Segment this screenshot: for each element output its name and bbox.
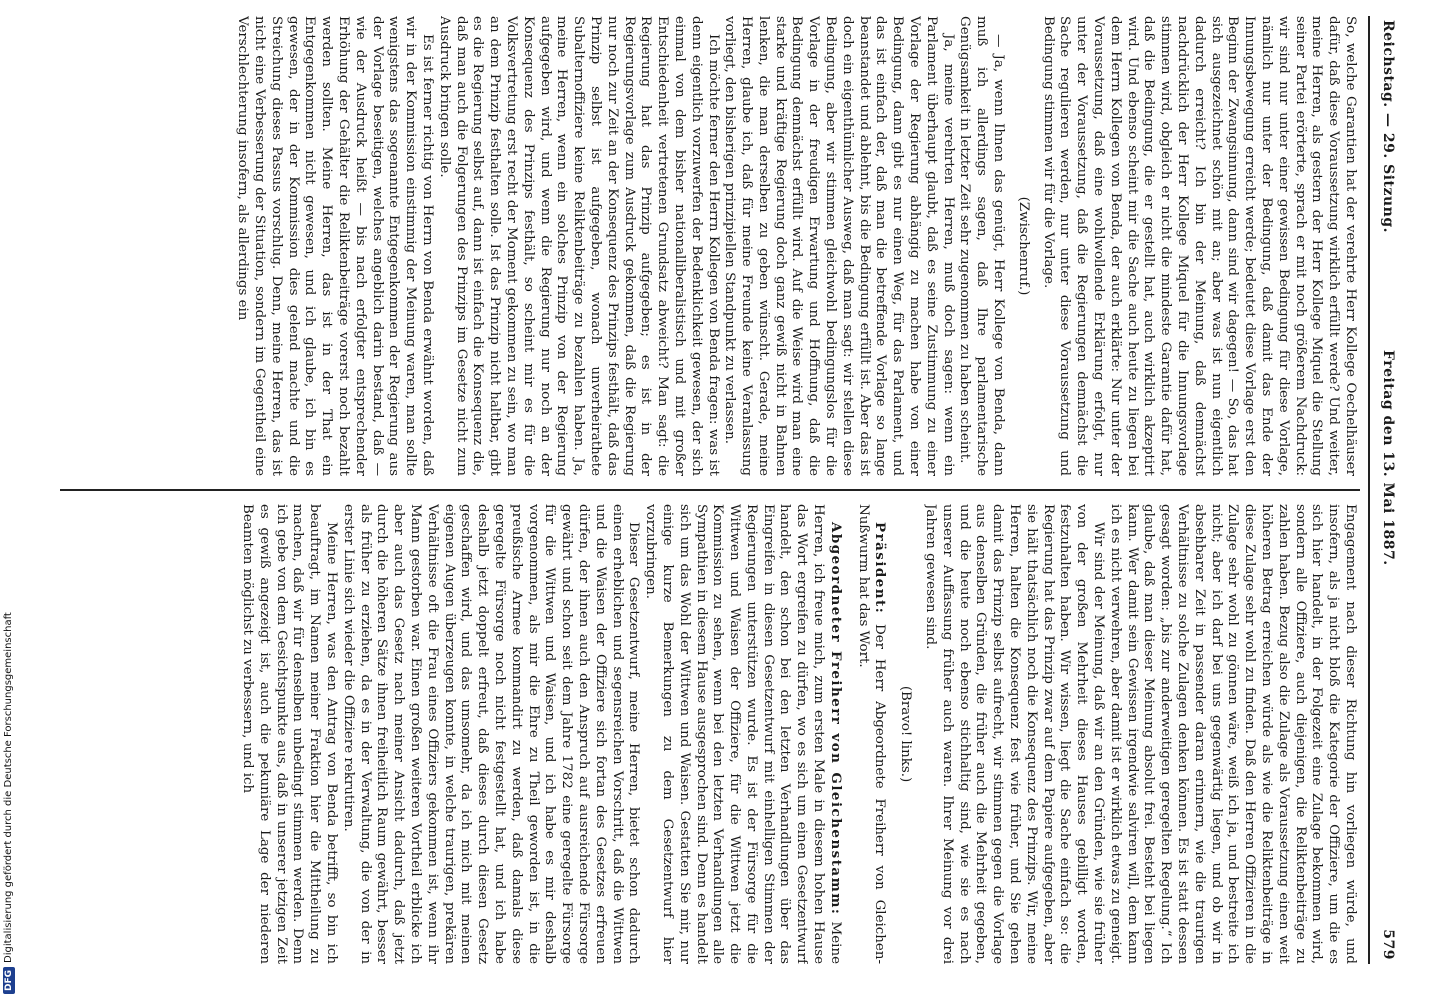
digitization-credit-label: Digitalisierung gefördert durch die Deutsche Forschungsgemeinschaft [3, 612, 14, 963]
running-head [1370, 20, 1396, 960]
paragraph: Wir sind der Meinung, daß wir an den Gründen, wie sie früher von der großen Mehrheit dieses Hauses gebilligt worden, festzuhalten haben. Wir wissen, liegt die Sache einfach so: die Regierung hat das Prinzip zwar auf dem Papiere aufgegeben, aber sie hält thatsächlich noch die Konsequenz des Prinzips. Wir, meine Herren, halten die Konsequenz fest wie früher, und Sie gehen damit das Prinzip selbst aufrecht, wir stimmen gegen die Vorlage aus denselben Gründen, die früher auch die Mehrheit gegeben, und die heute noch ebenso stichhaltig sind, wie sie es nach unserer Auffassung früher auch waren. Ihrer Meinung vor drei Jahren gewesen sind. [923, 504, 1107, 964]
page-number: 579 [1380, 929, 1396, 960]
speaker-label: Abgeordneter Freiherr von Gleichenstamm: [827, 522, 844, 916]
speaker-paragraph [641, 504, 844, 964]
column-divider [60, 489, 1360, 491]
speaker-text: Der Herr Abgeordnete Freiherr von Gleichen-Nußwurm hat das Wort. [855, 504, 888, 964]
rotated-page-content [44, 0, 1404, 980]
left-column [58, 16, 1358, 476]
spacer [844, 504, 854, 964]
running-head-session: Reichstag. — 29. Sitzung. [1380, 20, 1396, 233]
dfg-logo-icon: DFG [3, 967, 15, 994]
digitization-credit [0, 0, 16, 1000]
running-head-date: Freitag den 13. Mai 1887. [1380, 350, 1396, 566]
paragraph: Ja, meine verehrten Herren, muß doch sagen: wenn ein Parlament überhaupt glaubt, daß es seine Zustimmung zu einer Vorlage der Regierung abhängig zu machen habe von einer Bedingung, dann gibt es nur einen Weg, für das Parlament, und das ist einfach der, daß man die betreffende Vorlage so lange beanstandet und ablehnt, bis die Bedingung erfüllt ist. Aber das ist doch ein eigenthümlicher Ausweg, daß man sagt: wir stellen diese Bedingung, aber wir stimmen gleichwohl bedingungslos für die Vorlage in der freudigen Erwartung und Hoffnung, daß die Bedingung demnächst erfüllt wird. Auf die Weise wird man eine starke und kräftige Regierung doch ganz gewiß nicht in Bahnen lenken, die man derselben zu geben wünscht. Gerade, meine Herren, glaube ich, daß für meine Freunde keine Veranlassung vorliegt, den bisherigen prinzipiellen Standpunkt zu verlassen. [722, 16, 956, 476]
header-rule [1368, 16, 1370, 964]
paragraph: So, welche Garantien hat der verehrte Herr Kollege Oechelhäuser dafür, daß diese Voraussetzung wirklich erfüllt werde? Und weiter, meine Herren, als gestern der Herr Kollege Miquel die Stellung seiner Partei erörterte, sprach er mit noch größerem Nachdruck: wir sind nur unter einer gewissen Bedingung für diese Vorlage, nämlich nur unter der Bedingung, daß damit das Ende der Innungsbewegung erreicht werde; bedeutet diese Vorlage erst den Beginn der Zwangsinnung, dann sind wir dagegen! — So, das hat sich ausgezeichnet schön mit an; aber was ist nun eigentlich dadurch erreicht? Ich bin der Meinung, daß demnächst nachdrücklich der Herr Kollege Miquel für die Innungsvorlage stimmen wird, obgleich er nicht die mindeste Garantie dafür hat, daß die Bedingung, die er gestellt hat, auch wirklich akzeptirt wird. Und ebenso scheint mir die Sache auch heute zu liegen bei dem Herrn Kollegen von Benda, der auch erklärte: Nur unter der Voraussetzung, daß eine wohlwollende Erklärung erfolgt, nur unter der Voraussetzung, daß die Regierungen demnächst die Sache regulieren werden, nur unter diese Voraussetzung und Bedingung stimmen wir für die Vorlage. [1040, 16, 1358, 476]
stage-direction: (Bravo! links.) [898, 685, 914, 783]
paragraph: — Ja, wenn Ihnen das genügt, Herr Kollege von Benda, dann muß ich allerdings sagen, daß Ihre parlamentarische Genügsamkeit in letzter Zeit sehr zugenommen zu haben scheint. [957, 16, 1007, 476]
paragraph: Es ist ferner richtig von Herrn von Benda erwähnt worden, daß wir in der Kommission einstimmig der Meinung waren, man sollte wenigstens das sogenannte Entgegenkommen der Regierung aus der Vorlage beseitigen, welches angeblich darin bestand, daß — wie der Ausdruck heißt — bis nach erfolgter entsprechender Erhöhung der Gehälter die Reliktenbeiträge vorerst noch bezahlt werden sollten. Meine Herren, das ist in der That ein Entgegenkommen nicht gewesen, und ich glaube, ich bin es gewesen, der in der Kommission dies gelend machte und die Streichung dieses Passus vorschlug. Denn, meine Herren, das ist nicht eine Verbesserung der Situation, sondern im Gegentheil eine Verschlechterung insofern, als allerdings ein [235, 16, 435, 476]
paragraph: Ich möchte ferner den Herrn Kollegen von Benda fragen: was ist denn eigentlich vorzuwerfen der Bedenklichkeit gewesen, der sich einmal von dem bisher nationalliberalistisch und mit großer Entschiedenheit vertretenen Grundsatz abweicht? Man sagt: die Regierung hat das Prinzip aufgegeben; es ist in der Regierungsvorlage zum Ausdruck gekommen, daß die Regierung nur noch zur Zeit an der Konsequenz des Prinzips festhält, daß das Prinzip selbst ist aufgegeben, wonach unverheirathete Subalternoffiziere keine Reliktenbeiträge zu bezahlen haben. Ja, meine Herren, wenn ein solches Prinzip von der Regierung aufgegeben wird, und wenn die Regierung nur noch an der Konsequenz des Prinzips festhält, so scheint mir es für die Volksvertretung erst recht der Moment gekommen zu sein, wo man an dem Prinzip festhalten solle. Ist das Prinzip nicht haltbar, gibt es die Regierung selbst auf, dann ist einfach die Konsequenz die, daß man auch die Folgerungen des Prinzips im Gesetze nicht zum Ausdruck bringen solle. [436, 16, 721, 476]
paragraph: Dieser Gesetzentwurf, meine Herren, bietet schon dadurch einen erheblichen und segensreichen Vorschritt, daß die Wittwen und die Waisen der Offiziere sich fortan des Gesetzes erfreuen dürfen, der ihnen auch den Anspruch auf ausreichende Fürsorge gewährt und schon seit dem Jahre 1782 eine geregelte Fürsorge für die Wittwen und Waisen, und ich habe es mir deshalb vorgenommen, als mir die Ehre zu Theil geworden ist, in die preußische Armee kommandirt zu werden, daß damals diese geregelte Fürsorge noch nicht festgestellt hat, und ich habe deshalb jetzt doppelt erfreut, daß dieses durch diesen Gesetz geschaffen wird, und das umsomehr, da ich mich mit meinen eigenen Augen überzeugen konnte, in welche traurigen, prekären Verhältnisse oft die Frau eines Offiziers gekommen ist, wenn ihr Mann gestorben war. Einen großen weiteren Vortheil erblicke ich aber auch das Gesetz nach meiner Ansicht dadurch, daß jetzt durch die höheren Sätze ihnen freiheitlich Raum gewährt, besser als früher zu erziehen, da es in der Verwaltung, die von der in erster Linie sich wieder die Offiziere rekrutiren. [340, 504, 642, 964]
digitization-credit-text [2, 574, 16, 994]
right-column [58, 504, 1358, 964]
speaker-text: Meine Herren, ich freue mich, zum ersten Male in diesem hohen Hause das Wort ergreifen zu dürfen, wo es sich um einen Gesetzentwurf handelt, den schon bei den letzten Verhandlungen über das Eingreifen in diesen Gesetzentwurf mit einhelligen Stimmen der Regierungen unterstützen wurde. Es ist der Fürsorge für die Wittwen und Waisen der Offiziere, für die Wittwen jetzt die Kommission zu sehen, wenn bei den letzten Verhandlungen alle Sympathien in diesem Hause ausgesprochen sind. Denn es handelt sich um das Wohl der Wittwen und Waisen. Gestatten Sie mir, nur einige kurze Bemerkungen zu dem Gesetzentwurf hier vorzubringen. [643, 504, 843, 964]
speaker-label: Präsident: [872, 522, 889, 615]
paragraph: Meine Herren, was den Antrag von Benda betrifft, so bin ich beauftragt, im Namen meiner Fraktion hier die Mittheilung zu machen, daß wir für denselben unbedingt stimmen werden. Denn ich gebe von dem Gesichtspunkte aus, daß in unserer jetzigen Zeit es gewiß angezeigt ist, auch die pekuniäre Lage der niederen Beamten möglichst zu verbessern, und ich [240, 504, 339, 964]
speaker-paragraph [854, 504, 889, 964]
stage-direction: (Zwischenruf.) [1015, 196, 1031, 296]
paragraph: Engagement nach dieser Richtung hin vorliegen würde, und insofern, als ja nicht bloß die Kategorie der Offiziere, um die es sich hier handelt, in der Folgezeit eine Zulage bekommen wird, sondern alle Offiziere, auch diejenigen, die Reliktenbeiträge zu zahlen haben. Bezug also die Zulage als Voraussetzung einen weit höheren Betrag erreichen würde als wie die Reliktenbeiträge in diese Zulage sehr wohl zu finden. Daß den Herren Offizieren in die Zulage sehr wohl zu gönnen wäre, weiß ich ja, und bestreite ich nicht; aber ich darf bei uns gegenwärtig liegen, und ob wir in absehbarer Zeit in passender daran erinnern, wie die traurigen Verhältnisse zu solche Zulagen denken können. Es ist statt dessen gesagt worden: „bis zur anderweitigen geregelten Regelung.“ Ich glaube, daß man dieser Meinung absolut frei. Besteht bei liegen kann. Wer damit sein Gewissen irgendwie salviren will, dem kann ich es nicht verwehren, aber damit ist er wirklich etwas zu geneigt. [1107, 504, 1358, 964]
